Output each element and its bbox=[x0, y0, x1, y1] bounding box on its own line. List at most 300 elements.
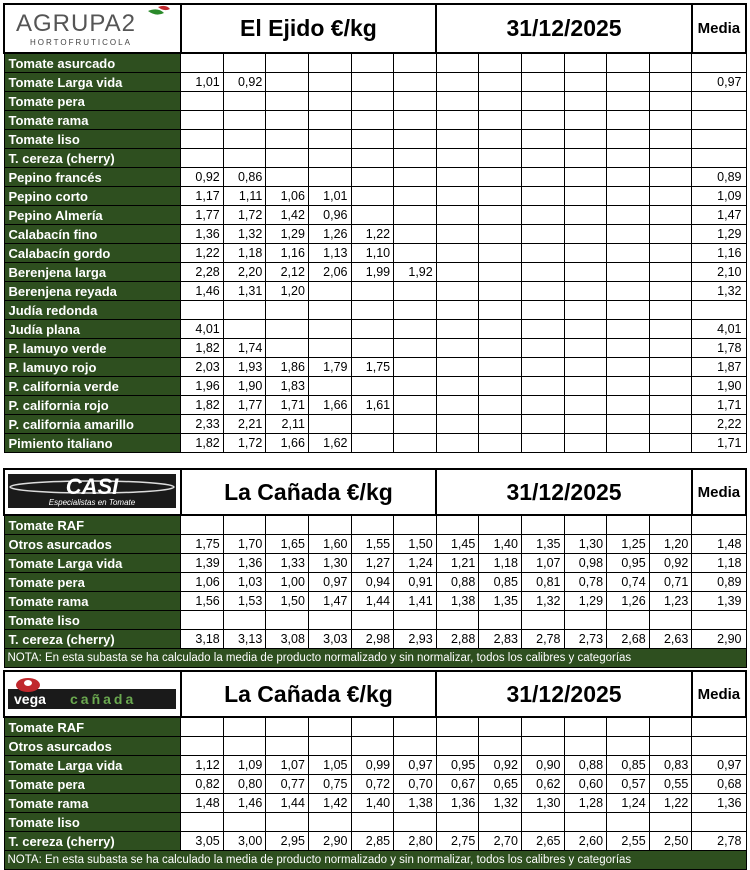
price-cell: 1,24 bbox=[607, 794, 650, 813]
price-cell: 0,75 bbox=[308, 775, 351, 794]
table-title: El Ejido €/kg bbox=[181, 4, 437, 53]
price-cell bbox=[649, 415, 692, 434]
media-cell bbox=[692, 717, 746, 737]
price-cell bbox=[607, 515, 650, 535]
price-cell: 1,75 bbox=[181, 535, 224, 554]
price-cell bbox=[223, 737, 266, 756]
product-name: Tomate Larga vida bbox=[4, 554, 181, 573]
media-cell: 4,01 bbox=[692, 320, 746, 339]
price-cell: 3,08 bbox=[266, 630, 309, 649]
price-cell: 0,55 bbox=[649, 775, 692, 794]
media-cell: 0,68 bbox=[692, 775, 746, 794]
price-cell bbox=[564, 434, 607, 453]
price-cell bbox=[479, 111, 522, 130]
price-cell bbox=[436, 515, 479, 535]
price-cell bbox=[607, 396, 650, 415]
price-cell bbox=[394, 396, 437, 415]
media-cell: 1,87 bbox=[692, 358, 746, 377]
price-cell: 1,26 bbox=[607, 592, 650, 611]
price-cell bbox=[564, 377, 607, 396]
price-cell bbox=[607, 206, 650, 225]
price-cell bbox=[521, 53, 564, 73]
price-cell: 2,75 bbox=[436, 832, 479, 851]
price-cell bbox=[266, 92, 309, 111]
price-cell bbox=[564, 282, 607, 301]
price-cell bbox=[308, 301, 351, 320]
price-cell bbox=[607, 149, 650, 168]
table-row bbox=[4, 339, 746, 358]
product-name: Tomate RAF bbox=[4, 717, 181, 737]
price-cell: 1,48 bbox=[181, 794, 224, 813]
price-cell bbox=[436, 434, 479, 453]
price-cell: 2,33 bbox=[181, 415, 224, 434]
price-cell: 1,36 bbox=[436, 794, 479, 813]
price-cell bbox=[394, 187, 437, 206]
media-cell bbox=[692, 515, 746, 535]
price-cell: 1,20 bbox=[266, 282, 309, 301]
table-row bbox=[4, 737, 746, 756]
price-cell: 2,28 bbox=[181, 263, 224, 282]
price-cell bbox=[181, 92, 224, 111]
price-cell bbox=[351, 168, 394, 187]
media-header: Media bbox=[692, 469, 746, 515]
media-cell: 0,89 bbox=[692, 573, 746, 592]
price-cell: 1,92 bbox=[394, 263, 437, 282]
price-cell bbox=[394, 282, 437, 301]
price-cell bbox=[223, 515, 266, 535]
table-row bbox=[4, 813, 746, 832]
table-header bbox=[4, 4, 746, 53]
table-row bbox=[4, 592, 746, 611]
price-cell bbox=[223, 149, 266, 168]
price-cell bbox=[479, 263, 522, 282]
price-cell bbox=[479, 434, 522, 453]
price-cell bbox=[521, 813, 564, 832]
price-cell: 3,03 bbox=[308, 630, 351, 649]
price-cell bbox=[521, 111, 564, 130]
table-row bbox=[4, 756, 746, 775]
price-cell bbox=[394, 73, 437, 92]
price-cell bbox=[479, 149, 522, 168]
media-cell bbox=[692, 92, 746, 111]
price-cell bbox=[564, 415, 607, 434]
price-cell bbox=[436, 320, 479, 339]
price-cell bbox=[521, 187, 564, 206]
price-cell: 0,92 bbox=[223, 73, 266, 92]
product-name: Judía plana bbox=[4, 320, 181, 339]
price-cell bbox=[394, 611, 437, 630]
price-cell bbox=[607, 377, 650, 396]
price-cell bbox=[266, 515, 309, 535]
price-cell bbox=[564, 111, 607, 130]
price-cell: 1,56 bbox=[181, 592, 224, 611]
price-cell bbox=[479, 339, 522, 358]
media-cell bbox=[692, 737, 746, 756]
price-cell bbox=[394, 244, 437, 263]
price-cell: 1,28 bbox=[564, 794, 607, 813]
media-cell bbox=[692, 130, 746, 149]
product-name: T. cereza (cherry) bbox=[4, 832, 181, 851]
price-cell bbox=[607, 301, 650, 320]
price-cell: 2,06 bbox=[308, 263, 351, 282]
price-cell bbox=[266, 111, 309, 130]
product-name: T. cereza (cherry) bbox=[4, 630, 181, 649]
price-cell bbox=[521, 225, 564, 244]
media-cell bbox=[692, 53, 746, 73]
media-cell bbox=[692, 301, 746, 320]
price-cell bbox=[479, 515, 522, 535]
price-cell bbox=[607, 263, 650, 282]
price-table bbox=[3, 3, 747, 453]
price-cell bbox=[181, 717, 224, 737]
price-cell bbox=[308, 415, 351, 434]
price-cell bbox=[308, 73, 351, 92]
media-cell: 1,47 bbox=[692, 206, 746, 225]
logo-text: AGRUPA2 bbox=[16, 10, 137, 37]
price-cell: 1,30 bbox=[564, 535, 607, 554]
price-cell bbox=[181, 737, 224, 756]
price-cell: 2,63 bbox=[649, 630, 692, 649]
price-table-el-ejido bbox=[3, 3, 747, 453]
price-cell bbox=[308, 168, 351, 187]
product-name: Berenjena reyada bbox=[4, 282, 181, 301]
price-cell: 2,11 bbox=[266, 415, 309, 434]
product-name: Tomate asurcado bbox=[4, 53, 181, 73]
price-cell bbox=[436, 168, 479, 187]
price-cell bbox=[649, 396, 692, 415]
media-cell: 1,16 bbox=[692, 244, 746, 263]
price-cell bbox=[181, 111, 224, 130]
price-cell bbox=[436, 301, 479, 320]
note-row bbox=[4, 851, 746, 870]
price-cell bbox=[181, 149, 224, 168]
price-cell: 2,93 bbox=[394, 630, 437, 649]
price-cell bbox=[223, 320, 266, 339]
media-cell: 1,90 bbox=[692, 377, 746, 396]
price-cell: 1,25 bbox=[607, 535, 650, 554]
price-cell: 1,18 bbox=[223, 244, 266, 263]
price-cell bbox=[266, 73, 309, 92]
price-cell: 1,01 bbox=[308, 187, 351, 206]
price-cell bbox=[351, 717, 394, 737]
price-cell bbox=[564, 263, 607, 282]
price-cell bbox=[649, 53, 692, 73]
price-cell bbox=[564, 53, 607, 73]
price-cell bbox=[521, 377, 564, 396]
price-cell bbox=[308, 339, 351, 358]
table-row bbox=[4, 92, 746, 111]
price-cell: 1,20 bbox=[649, 535, 692, 554]
media-cell: 1,71 bbox=[692, 434, 746, 453]
price-cell: 1,77 bbox=[223, 396, 266, 415]
logo-text: CASI bbox=[66, 473, 119, 499]
price-cell bbox=[394, 92, 437, 111]
table-row bbox=[4, 130, 746, 149]
table-row bbox=[4, 168, 746, 187]
price-cell bbox=[181, 813, 224, 832]
price-cell: 1,35 bbox=[521, 535, 564, 554]
media-cell: 1,09 bbox=[692, 187, 746, 206]
table-date: 31/12/2025 bbox=[436, 469, 692, 515]
price-cell: 1,72 bbox=[223, 434, 266, 453]
price-cell: 1,44 bbox=[266, 794, 309, 813]
price-cell: 2,83 bbox=[479, 630, 522, 649]
price-cell bbox=[521, 168, 564, 187]
price-cell bbox=[223, 611, 266, 630]
product-name: Tomate liso bbox=[4, 611, 181, 630]
price-table-casi bbox=[3, 468, 747, 668]
price-cell: 1,44 bbox=[351, 592, 394, 611]
price-cell bbox=[351, 187, 394, 206]
price-cell bbox=[521, 282, 564, 301]
price-cell: 1,30 bbox=[521, 794, 564, 813]
price-cell bbox=[181, 130, 224, 149]
media-cell: 1,29 bbox=[692, 225, 746, 244]
product-name: Otros asurcados bbox=[4, 737, 181, 756]
price-cell: 1,11 bbox=[223, 187, 266, 206]
price-cell bbox=[436, 53, 479, 73]
price-cell bbox=[436, 92, 479, 111]
price-cell bbox=[649, 187, 692, 206]
price-cell: 1,75 bbox=[351, 358, 394, 377]
price-cell bbox=[564, 396, 607, 415]
price-cell bbox=[436, 111, 479, 130]
price-cell: 1,82 bbox=[181, 434, 224, 453]
price-cell bbox=[394, 53, 437, 73]
price-cell: 1,22 bbox=[181, 244, 224, 263]
price-cell bbox=[394, 301, 437, 320]
price-cell bbox=[649, 611, 692, 630]
price-cell bbox=[479, 717, 522, 737]
price-cell bbox=[351, 339, 394, 358]
table-row bbox=[4, 111, 746, 130]
price-cell bbox=[351, 149, 394, 168]
price-cell bbox=[521, 320, 564, 339]
price-cell bbox=[607, 53, 650, 73]
price-cell bbox=[223, 130, 266, 149]
price-cell bbox=[564, 168, 607, 187]
price-cell bbox=[308, 717, 351, 737]
price-cell bbox=[607, 168, 650, 187]
product-name: Pepino francés bbox=[4, 168, 181, 187]
product-name: Pimiento italiano bbox=[4, 434, 181, 453]
price-cell bbox=[564, 149, 607, 168]
table-row bbox=[4, 187, 746, 206]
price-cell bbox=[479, 130, 522, 149]
price-cell bbox=[436, 813, 479, 832]
product-name: Tomate pera bbox=[4, 775, 181, 794]
price-cell bbox=[266, 339, 309, 358]
price-cell: 0,57 bbox=[607, 775, 650, 794]
media-cell: 0,97 bbox=[692, 73, 746, 92]
price-cell: 2,78 bbox=[521, 630, 564, 649]
table-row bbox=[4, 794, 746, 813]
price-cell: 1,66 bbox=[308, 396, 351, 415]
price-cell: 1,07 bbox=[521, 554, 564, 573]
price-cell: 2,03 bbox=[181, 358, 224, 377]
price-cell: 1,71 bbox=[266, 396, 309, 415]
price-cell bbox=[649, 111, 692, 130]
price-cell bbox=[521, 396, 564, 415]
price-cell: 1,13 bbox=[308, 244, 351, 263]
price-cell bbox=[394, 434, 437, 453]
price-cell: 1,32 bbox=[479, 794, 522, 813]
price-cell bbox=[649, 282, 692, 301]
table-row bbox=[4, 206, 746, 225]
price-cell: 1,12 bbox=[181, 756, 224, 775]
price-cell bbox=[607, 92, 650, 111]
price-cell: 1,32 bbox=[521, 592, 564, 611]
table-row bbox=[4, 282, 746, 301]
price-cell: 2,95 bbox=[266, 832, 309, 851]
price-cell bbox=[479, 53, 522, 73]
price-cell: 1,01 bbox=[181, 73, 224, 92]
price-cell: 1,36 bbox=[223, 554, 266, 573]
price-cell: 0,70 bbox=[394, 775, 437, 794]
price-cell: 1,29 bbox=[564, 592, 607, 611]
price-cell: 1,40 bbox=[351, 794, 394, 813]
price-cell bbox=[607, 320, 650, 339]
price-cell bbox=[479, 396, 522, 415]
price-cell bbox=[607, 358, 650, 377]
price-cell: 1,27 bbox=[351, 554, 394, 573]
price-cell bbox=[351, 282, 394, 301]
price-cell bbox=[223, 92, 266, 111]
price-cell bbox=[436, 225, 479, 244]
price-cell bbox=[649, 434, 692, 453]
price-cell bbox=[351, 111, 394, 130]
price-cell: 2,50 bbox=[649, 832, 692, 851]
price-cell bbox=[607, 130, 650, 149]
price-cell bbox=[564, 244, 607, 263]
price-cell bbox=[479, 320, 522, 339]
price-cell: 0,95 bbox=[436, 756, 479, 775]
price-cell bbox=[479, 282, 522, 301]
price-cell: 0,88 bbox=[436, 573, 479, 592]
price-cell: 0,90 bbox=[521, 756, 564, 775]
product-name: Tomate rama bbox=[4, 111, 181, 130]
table-body bbox=[4, 53, 746, 453]
table-body bbox=[4, 717, 746, 851]
product-name: T. cereza (cherry) bbox=[4, 149, 181, 168]
price-cell bbox=[649, 263, 692, 282]
media-cell bbox=[692, 111, 746, 130]
price-cell: 0,78 bbox=[564, 573, 607, 592]
product-name: P. california verde bbox=[4, 377, 181, 396]
price-cell bbox=[521, 244, 564, 263]
price-cell bbox=[308, 515, 351, 535]
price-cell: 0,86 bbox=[223, 168, 266, 187]
logo-subtext: HORTOFRUTICOLA bbox=[30, 38, 133, 47]
price-cell bbox=[564, 339, 607, 358]
price-cell bbox=[607, 111, 650, 130]
table-date: 31/12/2025 bbox=[436, 4, 692, 53]
price-cell bbox=[479, 92, 522, 111]
price-cell: 1,50 bbox=[266, 592, 309, 611]
price-cell: 3,05 bbox=[181, 832, 224, 851]
price-cell bbox=[521, 515, 564, 535]
price-cell: 1,05 bbox=[308, 756, 351, 775]
price-cell bbox=[266, 611, 309, 630]
price-cell: 2,12 bbox=[266, 263, 309, 282]
table-row bbox=[4, 611, 746, 630]
price-cell bbox=[351, 434, 394, 453]
price-cell: 0,85 bbox=[607, 756, 650, 775]
price-cell bbox=[308, 149, 351, 168]
price-cell: 0,92 bbox=[479, 756, 522, 775]
price-cell bbox=[436, 73, 479, 92]
price-cell: 1,50 bbox=[394, 535, 437, 554]
price-cell bbox=[607, 187, 650, 206]
price-cell bbox=[564, 515, 607, 535]
price-cell bbox=[607, 225, 650, 244]
price-cell bbox=[394, 813, 437, 832]
price-cell bbox=[564, 73, 607, 92]
price-cell bbox=[308, 377, 351, 396]
price-cell bbox=[223, 111, 266, 130]
table-header bbox=[4, 469, 746, 515]
casi-logo bbox=[4, 469, 181, 515]
product-name: Tomate pera bbox=[4, 573, 181, 592]
price-cell bbox=[479, 187, 522, 206]
price-cell bbox=[436, 149, 479, 168]
logo-subtext: cañada bbox=[70, 690, 137, 707]
price-cell bbox=[436, 263, 479, 282]
product-name: Tomate pera bbox=[4, 92, 181, 111]
price-cell bbox=[649, 320, 692, 339]
price-table bbox=[3, 670, 747, 870]
price-cell: 1,23 bbox=[649, 592, 692, 611]
table-row bbox=[4, 573, 746, 592]
price-cell bbox=[308, 813, 351, 832]
price-cell: 1,26 bbox=[308, 225, 351, 244]
price-cell: 1,99 bbox=[351, 263, 394, 282]
price-cell: 1,22 bbox=[649, 794, 692, 813]
price-cell bbox=[436, 187, 479, 206]
table-row bbox=[4, 415, 746, 434]
agrupa2-logo-icon bbox=[8, 5, 176, 49]
table-row bbox=[4, 320, 746, 339]
price-cell: 1,72 bbox=[223, 206, 266, 225]
media-cell: 2,90 bbox=[692, 630, 746, 649]
price-cell bbox=[521, 339, 564, 358]
price-cell bbox=[181, 53, 224, 73]
price-cell bbox=[394, 320, 437, 339]
price-cell: 0,65 bbox=[479, 775, 522, 794]
price-cell bbox=[308, 92, 351, 111]
price-cell: 1,45 bbox=[436, 535, 479, 554]
table-row bbox=[4, 244, 746, 263]
price-cell: 1,35 bbox=[479, 592, 522, 611]
price-cell: 1,33 bbox=[266, 554, 309, 573]
price-cell: 1,39 bbox=[181, 554, 224, 573]
price-cell bbox=[479, 737, 522, 756]
price-cell bbox=[181, 611, 224, 630]
price-cell: 2,65 bbox=[521, 832, 564, 851]
price-cell bbox=[394, 130, 437, 149]
price-cell: 0,96 bbox=[308, 206, 351, 225]
price-cell bbox=[394, 358, 437, 377]
price-cell bbox=[564, 737, 607, 756]
price-cell bbox=[351, 515, 394, 535]
price-cell bbox=[649, 301, 692, 320]
price-cell bbox=[223, 53, 266, 73]
price-cell bbox=[564, 717, 607, 737]
product-name: P. lamuyo verde bbox=[4, 339, 181, 358]
price-cell bbox=[436, 396, 479, 415]
price-cell: 0,74 bbox=[607, 573, 650, 592]
price-cell: 0,72 bbox=[351, 775, 394, 794]
